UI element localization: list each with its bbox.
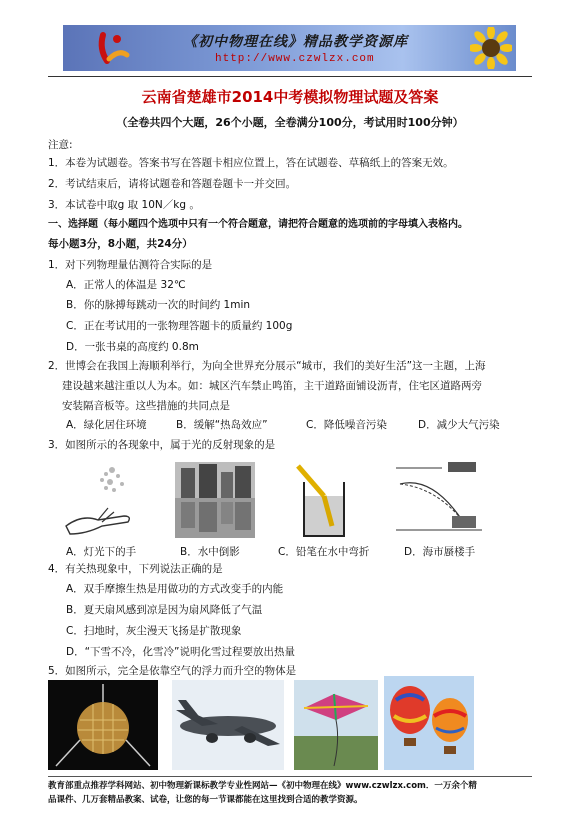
- hot-air-balloon-image: [384, 676, 474, 770]
- page-title: 云南省楚雄市2014中考模拟物理试题及答案: [141, 88, 439, 106]
- footer: [48, 779, 538, 807]
- option: B．你的脉搏每跳动一次的时间约 1min: [66, 299, 251, 311]
- footer-divider: [48, 776, 532, 777]
- option: C．正在考试用的一张物理答题卡的质量约 100g: [66, 320, 293, 332]
- kite-image: [294, 680, 378, 770]
- footer-line: 品课件、几万套精品教案、试卷，让您的每一节课都能在这里找到合适的教学资源。: [48, 795, 363, 805]
- option: B．夏天扇风感到凉是因为扇风降低了气温: [66, 604, 263, 616]
- sunflower-icon: [470, 27, 512, 69]
- page-subtitle: （全卷共四个大题，26个小题，全卷满分100分，考试用时100分钟）: [116, 116, 464, 129]
- satellite-image: [48, 680, 158, 770]
- option: C．扫地时，灰尘漫天飞扬是扩散现象: [66, 625, 242, 637]
- water-reflection-image: [175, 462, 255, 538]
- banner-url[interactable]: http://www.czwlzx.com: [215, 53, 375, 65]
- option: D．一张书桌的高度约 0.8m: [66, 341, 199, 353]
- option: A．灯光下的手: [66, 546, 137, 558]
- option: C．铅笔在水中弯折: [278, 546, 370, 558]
- option: D．减少大气污染: [418, 419, 500, 431]
- header-banner: [63, 25, 516, 71]
- section-heading: 一、选择题（每小题四个选项中只有一个符合题意，请把符合题意的选项前的字母填入表格内。: [48, 219, 468, 230]
- site-logo-icon: [93, 29, 131, 67]
- header-divider: [48, 76, 532, 77]
- question-stem-cont: 安装隔音板等。这些措施的共同点是: [62, 400, 230, 412]
- option: D．海市蜃楼手: [404, 546, 476, 558]
- banner-title: 《初中物理在线》精品教学资源库: [183, 34, 408, 50]
- option: C．降低噪音污染: [306, 419, 387, 431]
- option: B．水中倒影: [180, 546, 240, 558]
- notice-item: 3．本试卷中取g 取 10N／kg 。: [48, 199, 200, 211]
- mirage-image: [392, 460, 486, 538]
- notice-item: 2．考试结束后，请将试题卷和答题卷题卡一并交回。: [48, 178, 297, 190]
- question-stem: 3．如图所示的各现象中，属于光的反射现象的是: [48, 439, 276, 451]
- section-heading-cont: 每小题3分，8小题，共24分）: [48, 238, 193, 250]
- pencil-in-water-image: [294, 462, 354, 540]
- airplane-image: [172, 680, 284, 770]
- notice-label: 注意:: [48, 139, 73, 151]
- option: A．绿化居住环境: [66, 419, 147, 431]
- option: A．正常人的体温是 32℃: [66, 279, 186, 291]
- notice-item: 1．本卷为试题卷。答案书写在答题卡相应位置上，答在试题卷、草稿纸上的答案无效。: [48, 157, 454, 169]
- question-stem: 2．世博会在我国上海顺利举行，为向全世界充分展示“城市，我们的美好生活”这一主题，上海: [48, 360, 486, 372]
- option: D．“下雪不冷，化雪冷”说明化雪过程要放出热量: [66, 646, 295, 658]
- question-stem: 1．对下列物理量估测符合实际的是: [48, 259, 213, 271]
- option: B．缓解“热岛效应”: [176, 419, 268, 431]
- question-stem: 4．有关热现象中，下列说法正确的是: [48, 563, 223, 575]
- question-stem-cont: 建设越来越注重以人为本。如：城区汽车禁止鸣笛，主干道路面铺设沥青，住宅区道路两旁: [62, 380, 482, 392]
- footer-line: 教育部重点推荐学科网站、初中物理新课标教学专业性网站—《初中物理在线》www.czwlzx.com．一万余个精: [48, 781, 477, 791]
- option: A．双手摩擦生热是用做功的方式改变手的内能: [66, 583, 284, 595]
- question-stem: 5．如图所示，完全是依靠空气的浮力而升空的物体是: [48, 665, 297, 677]
- hand-shadow-image: [62, 460, 152, 538]
